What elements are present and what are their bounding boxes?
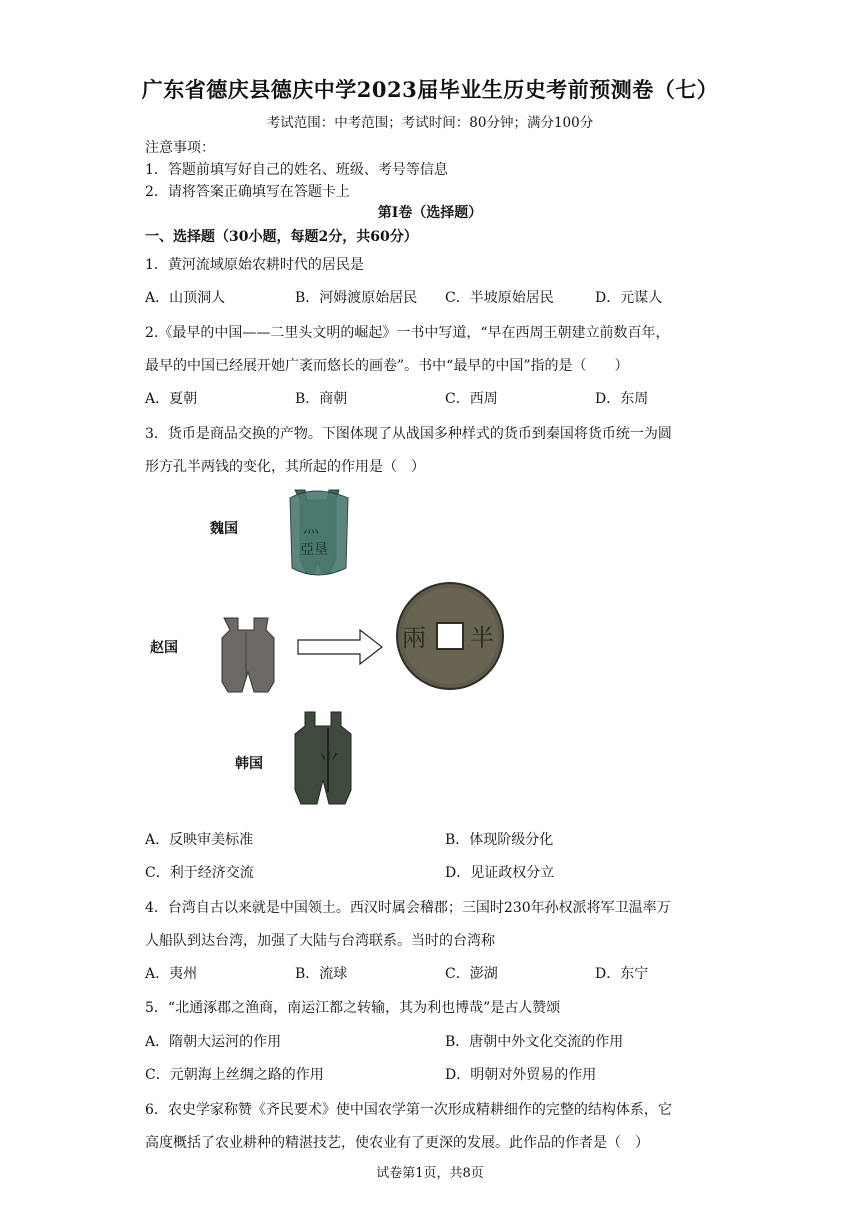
option-b: B．河姆渡原始居民 <box>295 290 418 306</box>
option-c: C．澎湖 <box>445 966 498 982</box>
option-d: D．元谋人 <box>595 290 663 306</box>
zhao-spade-coin-image <box>222 618 274 692</box>
option-b: B．流球 <box>295 966 348 982</box>
option-d: D．明朝对外贸易的作用 <box>445 1067 597 1083</box>
section-title: 第I卷（选择题） <box>377 205 483 221</box>
question-text: 人船队到达台湾，加强了大陆与台湾联系。当时的台湾称 <box>145 933 495 949</box>
option-d: D．见证政权分立 <box>445 865 555 881</box>
option-a: A．夷州 <box>145 966 198 982</box>
coin-label-zhao: 赵国 <box>150 640 178 656</box>
option-c: C．利于经济交流 <box>145 865 254 881</box>
svg-text:半: 半 <box>470 624 494 652</box>
exam-subtitle: 考试范围：中考范围；考试时间：80分钟；满分100分 <box>266 115 594 131</box>
notice-item: 2．请将答案正确填写在答题卡上 <box>145 184 350 200</box>
coin-label-han: 韩国 <box>235 756 263 772</box>
question-text: 最早的中国已经展开她广袤而悠长的画卷”。书中“最早的中国”指的是（ ） <box>145 358 629 374</box>
question-text: 2.《最早的中国——二里头文明的崛起》一书中写道，“早在西周王朝建立前数百年， <box>145 325 670 341</box>
page-footer: 试卷第1页，共8页 <box>376 1166 484 1181</box>
option-d: D．东宁 <box>595 966 649 982</box>
option-c: C．半坡原始居民 <box>445 290 554 306</box>
coin-figure <box>140 480 540 815</box>
option-a: A．隋朝大运河的作用 <box>145 1034 282 1050</box>
banliang-coin-image <box>397 583 503 689</box>
option-a: A．反映审美标准 <box>145 832 254 848</box>
option-c: C．元朝海上丝绸之路的作用 <box>145 1067 324 1083</box>
question-text: 3．货币是商品交换的产物。下图体现了从战国多种样式的货币到秦国将货币统一为圆 <box>145 426 672 442</box>
option-d: D．东周 <box>595 391 649 407</box>
notice-heading: 注意事项： <box>145 140 215 156</box>
section-part: 一、选择题（30小题，每题2分，共60分） <box>145 229 418 245</box>
option-b: B．唐朝中外文化交流的作用 <box>445 1034 624 1050</box>
question-text: 6．农史学家称赞《齐民要术》使中国农学第一次形成精耕细作的完整的结构体系，它 <box>145 1102 672 1118</box>
question-text: 形方孔半两钱的变化，其所起的作用是（ ） <box>145 459 425 475</box>
question-text: 1．黄河流域原始农耕时代的居民是 <box>145 257 364 273</box>
exam-title: 广东省德庆县德庆中学2023届毕业生历史考前预测卷（七） <box>141 77 719 102</box>
svg-text:亞垦: 亞垦 <box>300 542 328 558</box>
option-b: B．商朝 <box>295 391 348 407</box>
question-text: 4．台湾自古以来就是中国领土。西汉时属会稽郡；三国时230年孙权派将军卫温率万 <box>145 900 671 916</box>
question-text: 高度概括了农业耕种的精湛技艺，使农业有了更深的发展。此作品的作者是（ ） <box>145 1135 649 1151</box>
arrow-icon <box>298 630 382 664</box>
svg-text:⺌: ⺌ <box>318 751 341 776</box>
han-spade-coin-image <box>295 712 351 804</box>
option-b: B．体现阶级分化 <box>445 832 554 848</box>
wei-spade-coin-image <box>290 490 348 575</box>
svg-text:兩: 兩 <box>402 624 426 652</box>
option-a: A．夏朝 <box>145 391 198 407</box>
option-a: A．山顶洞人 <box>145 290 226 306</box>
option-c: C．西周 <box>445 391 498 407</box>
coin-label-wei: 魏国 <box>210 521 238 537</box>
notice-item: 1．答题前填写好自己的姓名、班级、考号等信息 <box>145 162 448 178</box>
svg-text:灬: 灬 <box>303 517 320 536</box>
question-text: 5．“北通涿郡之渔商，南运江都之转输，其为利也博哉”是古人赞颂 <box>145 1000 561 1016</box>
